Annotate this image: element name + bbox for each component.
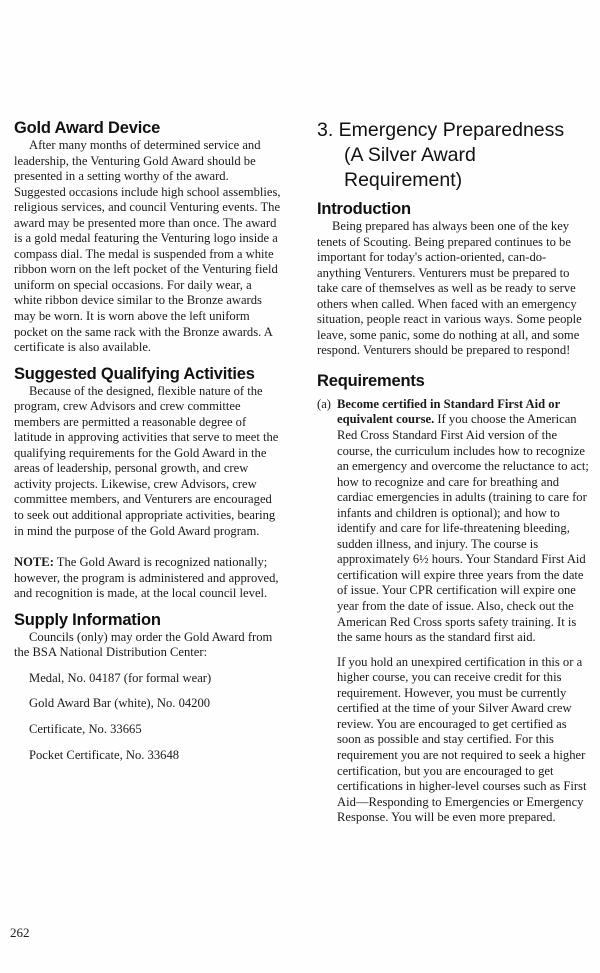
page-number: 262 xyxy=(10,925,30,940)
supply-information-heading: Supply Information xyxy=(14,610,161,629)
requirement-marker: (a) xyxy=(317,396,331,411)
supply-item: Medal, No. 04187 (for formal wear) xyxy=(29,670,212,685)
introduction-section xyxy=(317,199,589,359)
requirements-section xyxy=(317,371,589,826)
supply-information-section xyxy=(14,610,282,763)
requirements-heading: Requirements xyxy=(317,371,425,390)
suggested-activities-section xyxy=(14,364,282,602)
chapter-title-line2: (A Silver Award Requirement) xyxy=(344,144,476,191)
requirement-a-paragraph-2: If you hold an unexpired certification in this or a higher course, you can receive credit for this requirement. However, you must be currently certified at the time of your Silver Award crew review. You are encouraged to get certified as soon as possible and stay certified. For this requirement you are not required to seek a higher certification, but you are encouraged to get certifications in higher-level courses such as First Aid—Responding to Emergencies or Emergency Response. You will be even more prepared. xyxy=(337,654,587,825)
supply-item: Certificate, No. 33665 xyxy=(29,721,142,736)
chapter-title-line1: 3. Emergency Preparedness xyxy=(317,119,565,141)
left-column xyxy=(14,118,282,763)
supply-item: Gold Award Bar (white), No. 04200 xyxy=(29,696,211,711)
introduction-heading: Introduction xyxy=(317,200,411,218)
note-paragraph xyxy=(14,555,282,602)
chapter-title xyxy=(317,118,589,193)
supply-item: Pocket Certificate, No. 33648 xyxy=(29,747,180,762)
requirement-a-bold: Become certified in Standard First Aid or equivalent course. xyxy=(337,396,560,427)
suggested-activities-heading: Suggested Qualifying Activities xyxy=(14,364,255,383)
note-text: The Gold Award is recognized nationally; however, the program is administered and approved, and recognition is made, at the local council level. xyxy=(14,555,279,601)
requirement-item-a xyxy=(317,397,589,826)
suggested-activities-text: Because of the designed, flexible nature of the program, crew Advisors and crew committee members are permitted a reasonable degree of latitude in approving activities that serve to meet the qualifying requirements for the Gold Award in the areas of leadership, personal growth, and crew activity projects. Likewise, crew Advisors, crew committee members, and Venturers are encouraged to seek out additional appropriate activities, bearing in mind the purpose of the Gold Award program. xyxy=(14,383,279,538)
right-column xyxy=(317,118,589,826)
gold-award-device-section xyxy=(14,118,282,356)
gold-award-device-text: After many months of determined service and leadership, the Venturing Gold Award should be presented in a setting worthy of the award. Suggested occasions include high school assemblies, religious services, and council Venturing events. The award may be presented more than once. The award is a gold medal featuring the Venturing logo inside a compass dial. The medal is suspended from a white ribbon worn on the left pocket of the Venturing field uniform on special occasions. For daily wear, a white ribbon device similar to the Bronze awards may be worn. It is worn above the left uniform pocket on the same rack with the Bronze awards. A certificate is also available. xyxy=(14,138,281,355)
introduction-text: Being prepared has always been one of the key tenets of Scouting. Being prepared continues to be important for today's action-oriented, can-do-anything Venturers. Venturers must be prepared to take care of themselves as well as be ready to serve others when called. When faced with an emergency situation, people react in various ways. Some people leave, some panic, some do nothing at all, and some respond. Venturers should be prepared to respond! xyxy=(317,219,582,358)
gold-award-device-heading: Gold Award Device xyxy=(14,119,161,137)
note-label: NOTE: xyxy=(14,555,54,570)
supply-information-text: Councils (only) may order the Gold Award from the BSA National Distribution Center: xyxy=(14,629,273,660)
requirement-a-details: If you choose the American Red Cross Standard First Aid version of the course, the curriculum includes how to recognize an emergency and overcome the reluctance to act; how to recognize and care for breathing and cardiac emergencies in adults (training to care for infants and children is optional); and how to identify and care for life-threatening bleeding, sudden illness, and injury. The course is approximately 6½ hours. Your Standard First Aid certification will expire three years from the date of issue. Your CPR certification will expire one year from the date of issue. Also, check out the American Red Cross sports safety training. It is the same hours as the standard first aid. xyxy=(337,412,589,645)
requirement-a-text xyxy=(337,397,589,646)
